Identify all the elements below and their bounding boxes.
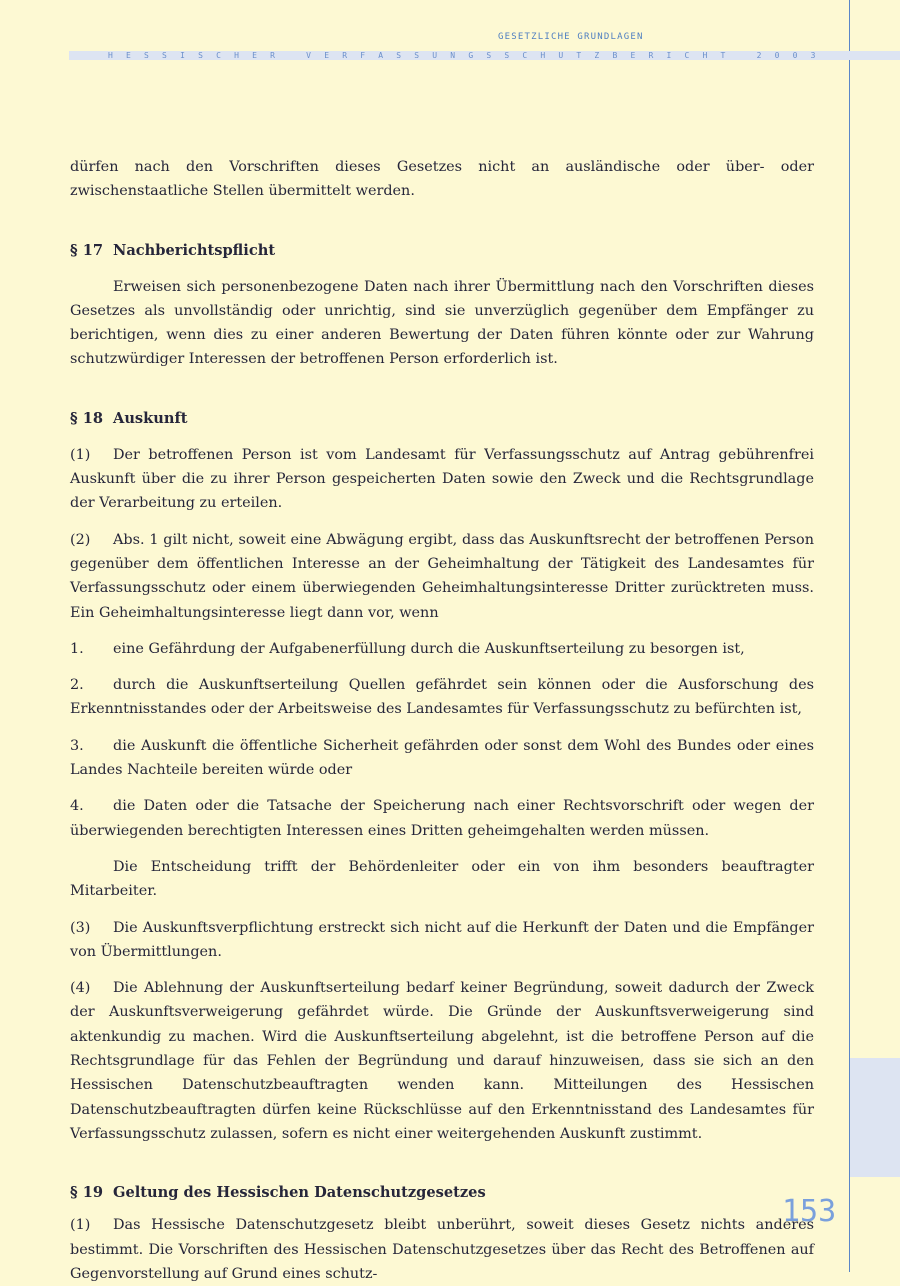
running-head-letter: H — [234, 51, 239, 60]
running-head-letter: 0 — [792, 51, 798, 60]
section-title: Auskunft — [113, 409, 188, 427]
section-number: § 18 — [70, 409, 104, 427]
running-head — [108, 50, 816, 61]
section-title: Nachberichtspflicht — [113, 241, 276, 259]
section-number: § 17 — [70, 241, 104, 259]
running-head-letter: T — [720, 51, 726, 60]
running-head-letter: I — [180, 51, 185, 60]
running-head-letter: S — [162, 51, 167, 60]
paragraph-label: (1) — [70, 1217, 91, 1234]
list-item: 2. durch die Auskunftserteilung Quellen gefährdet sein können oder die Ausforschung des Erkenntnisstandes oder der Arbeitsweise des Landesamtes für Verfassungsschutz zu befürchten ist, — [70, 673, 814, 722]
section-heading-17 — [70, 239, 814, 263]
running-head-letter: E — [630, 51, 636, 60]
section-heading-18 — [70, 407, 814, 431]
running-head-letter: I — [666, 51, 672, 60]
running-head-letter: S — [144, 51, 149, 60]
running-head-letter: 2 — [756, 51, 762, 60]
running-head-letter: V — [306, 51, 311, 60]
item-label: 3. — [70, 737, 84, 754]
running-head-letter: S — [504, 51, 510, 60]
section-label: GESETZLICHE GRUNDLAGEN — [498, 32, 644, 42]
s18-paragraph-3: (3) Die Auskunftsverpflichtung erstreckt sich nicht auf die Herkunft der Daten und die Empfänger von Übermittlungen. — [70, 916, 814, 965]
s19-paragraph-1: (1) Das Hessische Datenschutzgesetz bleibt unberührt, soweit dieses Gesetz nichts anderes bestimmt. Die Vorschriften des Hessischen Datenschutzgesetzes über das Recht des Betroffenen auf Gegenvorstellung auf Grund eines schutz- — [70, 1213, 814, 1286]
list-item: 3. die Auskunft die öffentliche Sicherheit gefährden oder sonst dem Wohl des Bundes oder eines Landes Nachteile bereiten würde oder — [70, 734, 814, 783]
paragraph-label: (1) — [70, 446, 91, 463]
running-head-letter — [739, 50, 744, 61]
running-head-letter: 0 — [774, 51, 780, 60]
s18-paragraph-2: (2) Abs. 1 gilt nicht, soweit eine Abwägung ergibt, dass das Auskunftsrecht der betroffenen Person gegenüber dem öffentlichen Interesse an der Geheimhaltung der Tätigkeit des Landesamtes für Verfassungsschutz oder einem überwiegenden Geheimhaltungsinteresse Dritter zurücktreten muss. Ein Geheimhaltungsinteresse liegt dann vor, wenn — [70, 528, 814, 625]
page-number: 153 — [782, 1194, 837, 1229]
section-number: § 19 — [70, 1184, 104, 1202]
paragraph-label: (4) — [70, 980, 91, 997]
item-label: 4. — [70, 798, 84, 815]
running-head-letter: A — [378, 51, 384, 60]
running-head-letter: B — [612, 51, 618, 60]
running-head-letter: R — [342, 51, 348, 60]
running-head-letter: S — [486, 51, 492, 60]
paragraph-label: (2) — [70, 531, 91, 548]
running-head-letter: S — [198, 51, 203, 60]
running-head-letter: R — [648, 51, 654, 60]
s18-paragraph-4: (4) Die Ablehnung der Auskunftserteilung bedarf keiner Begründung, soweit dadurch der Zweck der Auskunftsverweigerung gefährdet würde. Die Gründe der Auskunftsverweigerung sind aktenkundig zu machen. Wird die Auskunftserteilung abgelehnt, ist die betroffene Person auf die Rechtsgrundlage für das Fehlen der Begründung und darauf hinzuweisen, dass sie sich an den Hessischen Datenschutzbeauftragten wenden kann. Mitteilungen des Hessischen Datenschutzbeauftragten dürfen keine Rückschlüsse auf den Erkenntnisstand des Landesamtes für Verfassungsschutz zulassen, sofern es nicht einer weitergehenden Auskunft zustimmt. — [70, 976, 814, 1146]
s17-paragraph: Erweisen sich personenbezogene Daten nach ihrer Übermittlung nach den Vorschriften dieses Gesetzes als unvollständig oder unrichtig, sind sie unverzüglich gegenüber dem Empfänger zu berichtigen, wenn dies zu einer anderen Bewertung der Daten führen könnte oder zur Wahrung schutzwürdiger Interessen der betroffenen Person erforderlich ist. — [70, 278, 814, 368]
list-item: 1. eine Gefährdung der Aufgabenerfüllung durch die Auskunftserteilung zu besorgen ist, — [70, 637, 814, 661]
running-head-letter: Z — [594, 51, 600, 60]
running-head-letter: N — [450, 51, 456, 60]
running-head-letter: C — [684, 51, 690, 60]
section-heading-19 — [70, 1181, 814, 1205]
side-tab — [850, 1058, 900, 1177]
running-head-letter: S — [414, 51, 420, 60]
carry-over-paragraph: dürfen nach den Vorschriften dieses Gesetzes nicht an ausländische oder über- oder zwischenstaatliche Stellen übermittelt werden. — [70, 159, 814, 200]
page-body — [70, 155, 814, 1286]
running-head-letter: U — [432, 51, 438, 60]
item-label: 2. — [70, 677, 84, 694]
running-head-letter: E — [252, 51, 257, 60]
running-head-letter — [288, 50, 293, 61]
running-head-letter: U — [558, 51, 564, 60]
running-head-letter: R — [270, 51, 275, 60]
s18-paragraph-1: (1) Der betroffenen Person ist vom Landesamt für Verfassungsschutz auf Antrag gebührenfrei Auskunft über die zu ihrer Person gespeicherten Daten sowie den Zweck und die Rechtsgrundlage der Verarbeitung zu erteilen. — [70, 443, 814, 516]
running-head-letter: C — [216, 51, 221, 60]
running-head-letter: G — [468, 51, 474, 60]
decision-paragraph: Die Entscheidung trifft der Behördenleiter oder ein von ihm besonders beauftragter Mitarbeiter. — [70, 858, 814, 900]
running-head-letter: F — [360, 51, 366, 60]
paragraph-label: (3) — [70, 919, 91, 936]
section-title: Geltung des Hessischen Datenschutzgesetzes — [113, 1184, 486, 1202]
running-head-letter: C — [522, 51, 528, 60]
running-head-letter: H — [108, 51, 113, 60]
running-head-letter: H — [540, 51, 546, 60]
running-head-letter: 3 — [810, 51, 816, 60]
running-head-letter: S — [396, 51, 402, 60]
running-head-letter: E — [126, 51, 131, 60]
running-head-letter: E — [324, 51, 330, 60]
item-label: 1. — [70, 640, 84, 657]
running-head-letter: H — [702, 51, 708, 60]
running-head-letter: T — [576, 51, 582, 60]
list-item: 4. die Daten oder die Tatsache der Speicherung nach einer Rechtsvorschrift oder wegen der überwiegenden berechtigten Interessen eines Dritten geheimgehalten werden müssen. — [70, 794, 814, 843]
